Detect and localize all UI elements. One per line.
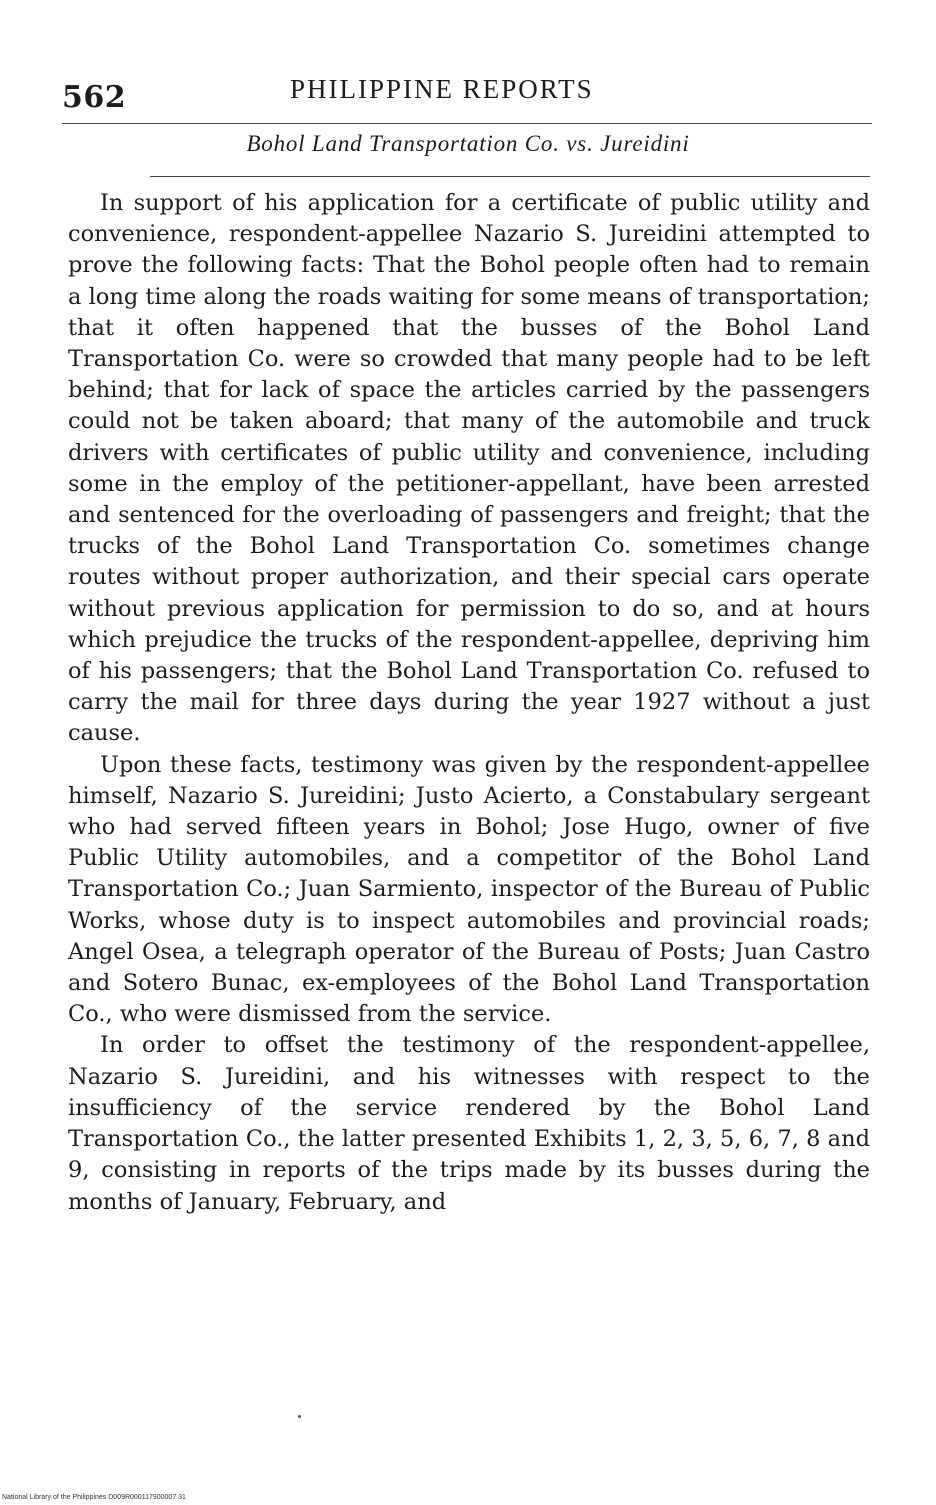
- scan-speck: [298, 1415, 301, 1418]
- case-title: Bohol Land Transportation Co. vs. Jureidini: [246, 131, 690, 156]
- body-text: [68, 188, 870, 1218]
- paragraph-3: In order to offset the testimony of the respondent-appellee, Nazario S. Jureidini, and his witnesses with respect to the insufficiency of the service rendered by the Bohol Land Transportation Co., the latter presented Exhibits 1, 2, 3, 5, 6, 7, 8 and 9, consisting in reports of the trips made by its busses during the months of January, February, and: [68, 1032, 870, 1215]
- page-number: 562: [62, 80, 127, 115]
- paragraph-2: Upon these facts, testimony was given by the respondent-appellee himself, Nazario S. Jureidini; Justo Acierto, a Constabulary sergeant who had served fifteen years in Bohol; Jose Hugo, owner of five Public Utility automobiles, and a competitor of the Bohol Land Transportation Co.; Juan Sarmiento, inspector of the Bureau of Public Works, whose duty is to inspect automobiles and provincial roads; Angel Osea, a telegraph operator of the Bureau of Posts; Juan Castro and Sotero Bunac, ex-employees of the Bohol Land Transportation Co., who were dismissed from the service.: [68, 751, 870, 1028]
- running-title: PHILIPPINE REPORTS: [290, 74, 594, 104]
- header-rule-bottom: [150, 176, 870, 177]
- page-header: [62, 72, 874, 116]
- header-rule-top: [62, 123, 872, 124]
- library-stamp: National Library of the Philippines D009R000117900007 31: [2, 1494, 186, 1501]
- paragraph-1: In support of his application for a certificate of public utility and convenience, respondent-appellee Nazario S. Jureidini attempted to prove the following facts: That the Bohol people often had to remain a long time along the roads waiting for some means of transportation; that it often happened that the busses of the Bohol Land Transportation Co. were so crowded that many people had to be left behind; that for lack of space the articles carried by the passengers could not be taken aboard; that many of the automobile and truck drivers with certificates of public utility and convenience, including some in the employ of the petitioner-appellant, have been arrested and sentenced for the overloading of passengers and freight; that the trucks of the Bohol Land Transportation Co. sometimes change routes without proper authorization, and their special cars operate without previous application for permission to do so, and at hours which prejudice the trucks of the respondent-appellee, depriving him of his passengers; that the Bohol Land Transportation Co. refused to carry the mail for three days during the year 1927 without a just cause.: [68, 190, 870, 747]
